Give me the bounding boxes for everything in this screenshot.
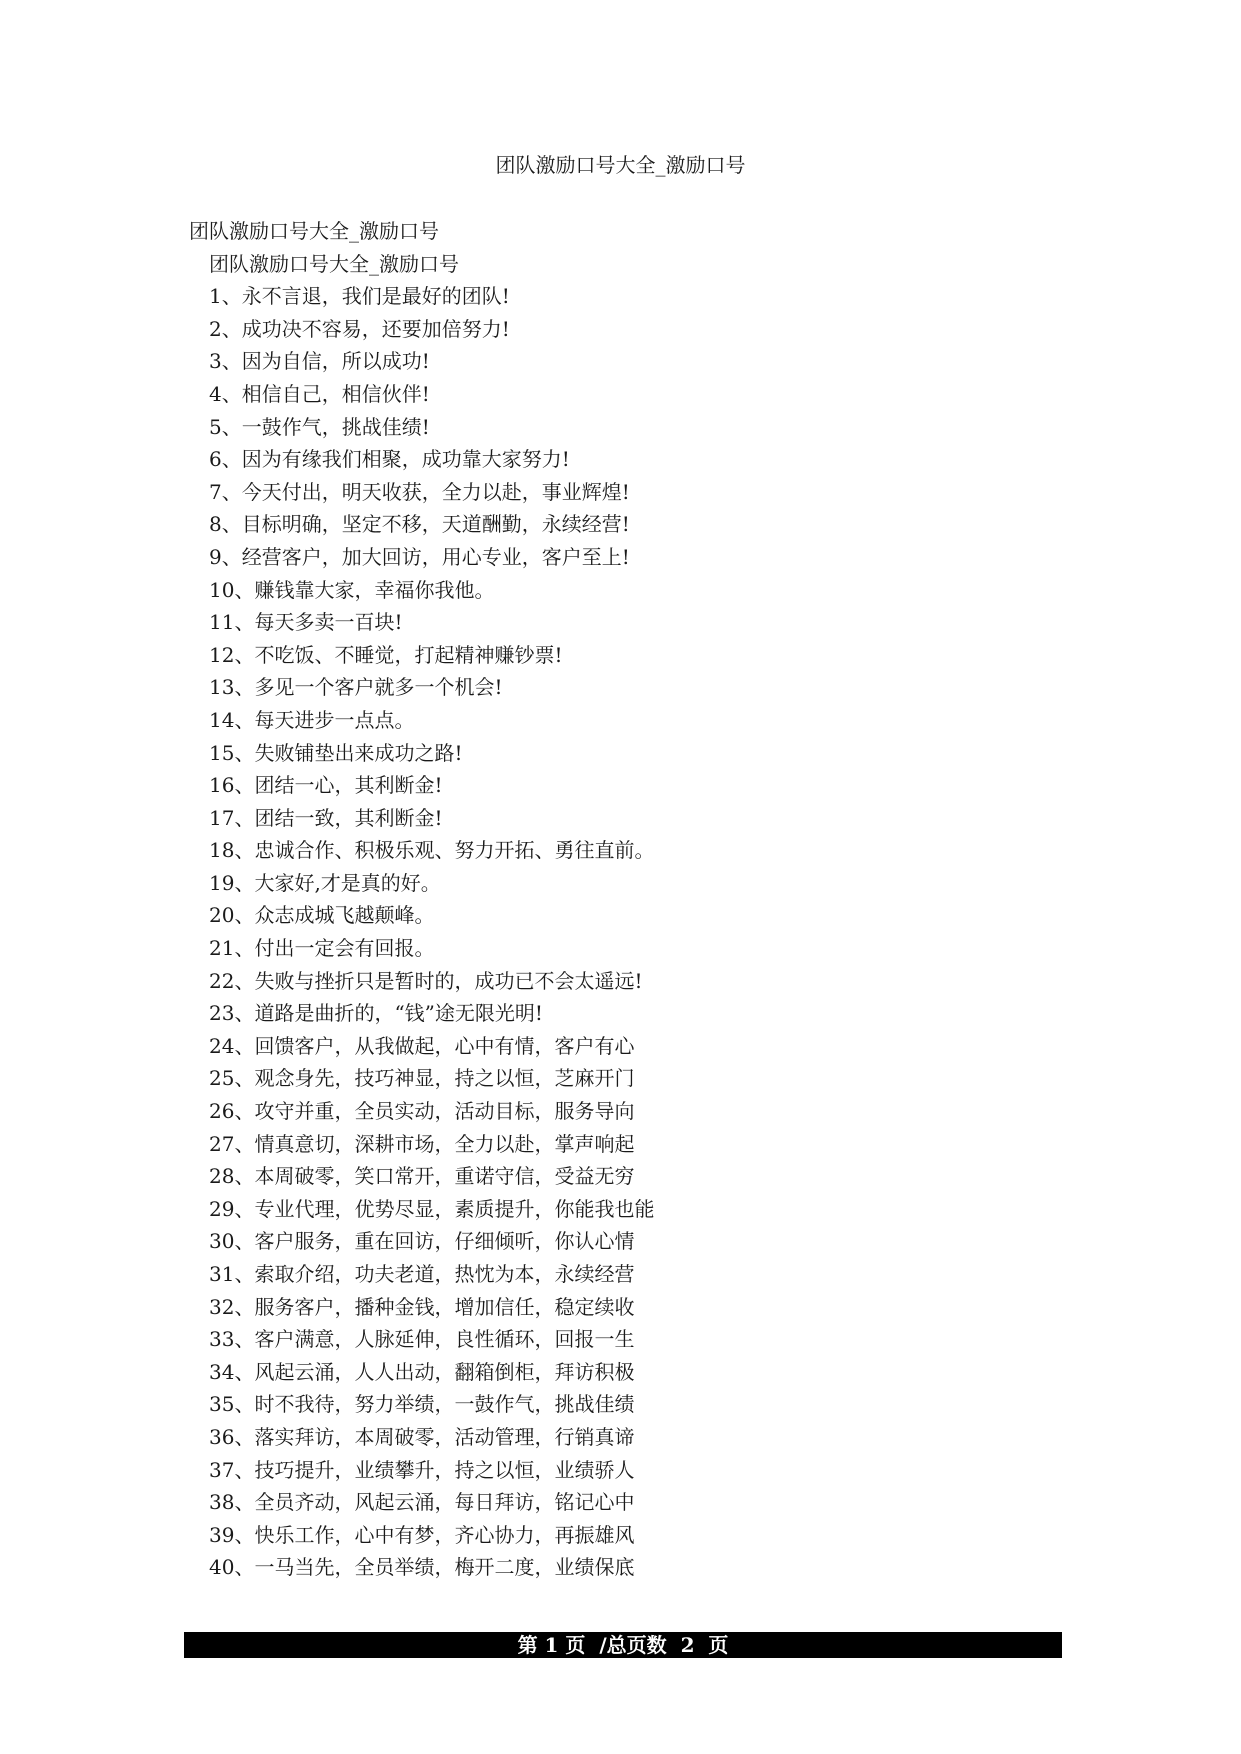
list-item: 17、团结一致，其利断金! [209,805,443,830]
list-item: 29、专业代理，优势尽显，素质提升，你能我也能 [209,1196,655,1221]
list-item: 11、每天多卖一百块! [209,610,403,635]
list-item: 40、一马当先，全员举绩，梅开二度，业绩保底 [209,1555,635,1580]
list-item: 32、服务客户，播种金钱，增加信任，稳定续收 [209,1294,635,1319]
list-item: 1、永不言退，我们是最好的团队! [209,284,510,309]
list-item: 19、大家好,才是真的好。 [209,870,441,895]
list-item: 2、成功决不容易，还要加倍努力! [209,316,510,341]
list-item: 10、赚钱靠大家，幸福你我他。 [209,577,495,602]
list-item: 36、落实拜访，本周破零，活动管理，行销真谛 [209,1424,635,1449]
list-item: 4、相信自己，相信伙伴! [209,381,430,406]
list-item: 18、忠诚合作、积极乐观、努力开拓、勇往直前。 [209,838,655,863]
list-item: 21、付出一定会有回报。 [209,936,435,961]
list-item: 39、快乐工作，心中有梦，齐心协力，再振雄风 [209,1522,635,1547]
list-item: 33、客户满意，人脉延伸，良性循环，回报一生 [209,1327,635,1352]
list-item: 34、风起云涌，人人出动，翻箱倒柜，拜访积极 [209,1359,635,1384]
list-item: 31、索取介绍，功夫老道，热忱为本，永续经营 [209,1262,635,1286]
slogan-list [189,280,1069,1584]
list-item: 22、失败与挫折只是暂时的，成功已不会太遥远! [209,968,643,993]
page-footer: 第 1 页 /总页数 2 页 [184,1632,1062,1658]
document-subheading: 团队激励口号大全_激励口号 [209,251,459,276]
list-item: 6、因为有缘我们相聚，成功靠大家努力! [209,447,570,472]
list-item: 9、经营客户，加大回访，用心专业，客户至上! [209,544,630,569]
list-item: 15、失败铺垫出来成功之路! [209,740,463,765]
list-item: 38、全员齐动，风起云涌，每日拜访，铭记心中 [209,1490,635,1515]
list-item: 27、情真意切，深耕市场，全力以赴，掌声响起 [209,1131,635,1156]
list-item: 5、一鼓作气，挑战佳绩! [209,414,430,439]
list-item: 28、本周破零，笑口常开，重诺守信，受益无穷 [209,1164,635,1189]
list-item: 13、多见一个客户就多一个机会! [209,675,503,700]
list-item: 30、客户服务，重在回访，仔细倾听，你认心情 [209,1229,635,1254]
list-item: 16、团结一心，其利断金! [209,773,443,798]
list-item: 14、每天进步一点点。 [209,707,415,732]
list-item: 12、不吃饭、不睡觉，打起精神赚钞票! [209,642,563,667]
list-item: 24、回馈客户，从我做起，心中有情，客户有心 [209,1033,635,1058]
list-item: 35、时不我待，努力举绩，一鼓作气，挑战佳绩 [209,1392,635,1417]
list-item: 8、目标明确，坚定不移，天道酬勤，永续经营! [209,512,630,537]
document-body [189,215,1069,1584]
list-item: 26、攻守并重，全员实动，活动目标，服务导向 [209,1099,635,1124]
list-item: 3、因为自信，所以成功! [209,349,430,374]
document-heading: 团队激励口号大全_激励口号 [189,219,439,243]
list-item: 23、道路是曲折的，“钱”途无限光明! [209,1001,543,1026]
list-item: 25、观念身先，技巧神显，持之以恒，芝麻开门 [209,1066,635,1091]
list-item: 7、今天付出，明天收获，全力以赴，事业辉煌! [209,479,630,504]
page-title: 团队激励口号大全_激励口号 [495,153,746,177]
list-item: 20、众志成城飞越颠峰。 [209,903,435,928]
list-item: 37、技巧提升，业绩攀升，持之以恒，业绩骄人 [209,1457,635,1482]
